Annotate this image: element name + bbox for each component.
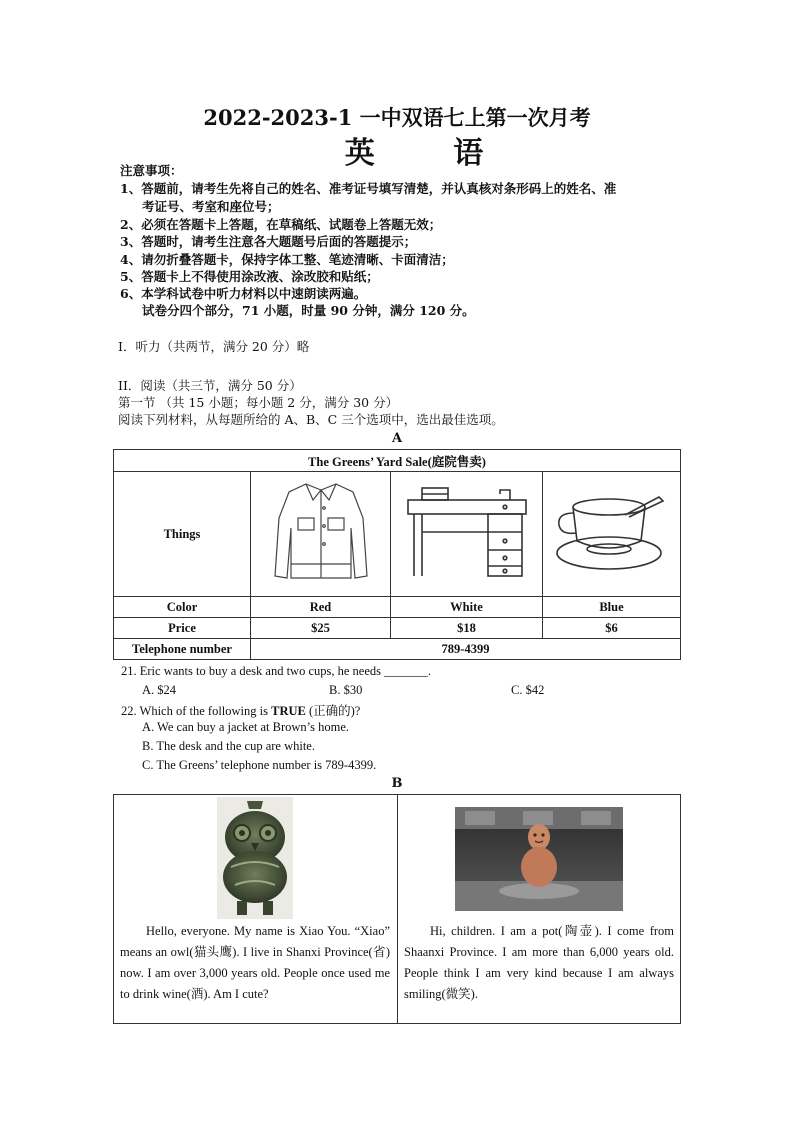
question-21-option-c: C. $42 bbox=[511, 683, 545, 697]
color-cell: Blue bbox=[543, 597, 681, 618]
question-22-stem bbox=[121, 701, 360, 719]
phone-cell: 789-4399 bbox=[251, 639, 681, 660]
row-label-price: Price bbox=[114, 618, 251, 639]
color-cell: White bbox=[391, 597, 543, 618]
notice-item: 4、请勿折叠答题卡，保持字体工整、笔迹清晰、卡面清洁； bbox=[120, 252, 454, 267]
row-label-phone: Telephone number bbox=[114, 639, 251, 660]
owl-vessel-photo bbox=[217, 797, 293, 919]
question-22-option-c: C. The Greens’ telephone number is 789-4399. bbox=[142, 758, 377, 772]
notice-item: 考证号、考室和座位号； bbox=[142, 199, 280, 214]
question-21-option-b: B. $30 bbox=[329, 683, 363, 697]
jacket-icon bbox=[251, 472, 391, 597]
owl-paragraph: Hello, everyone. My name is Xiao You. “Xiao” means an owl(猫头鹰). I live in Shanxi Province(省) now. I am over 3,000 years old. People once used me to drink wine(酒). Am I cute? bbox=[120, 924, 390, 1001]
question-22-stem-post: (正确的)? bbox=[305, 704, 361, 718]
pot-paragraph: Hi, children. I am a pot(陶壶). I come from Shaanxi Province. I am more than 6,000 years old. People think I am very kind because I am always smiling(微笑). bbox=[404, 924, 674, 1001]
table-title: The Greens’ Yard Sale(庭院售卖) bbox=[114, 450, 681, 472]
notice-item: 5、答题卡上不得使用涂改液、涂改胶和贴纸； bbox=[120, 269, 379, 284]
passage-b-label: B bbox=[391, 776, 403, 791]
section-reading-instruction: 阅读下列材料，从每题所给的 A、B、C 三个选项中，选出最佳选项。 bbox=[118, 412, 504, 427]
question-21-stem: 21. Eric wants to buy a desk and two cups, he needs _______. bbox=[121, 664, 432, 678]
price-cell: $18 bbox=[391, 618, 543, 639]
row-label-things: Things bbox=[114, 472, 251, 597]
question-22-option-b: B. The desk and the cup are white. bbox=[142, 739, 315, 753]
question-22-stem-pre: 22. Which of the following is bbox=[121, 704, 272, 718]
notice-item: 3、答题时，请考生注意各大题题号后面的答题提示； bbox=[120, 234, 417, 249]
question-21-option-a: A. $24 bbox=[142, 683, 177, 697]
subject-title: 英 语 bbox=[344, 136, 518, 171]
notice-item: 1、答题前，请考生先将自己的姓名、准考证号填写清楚，并认真核对条形码上的姓名、准 bbox=[120, 181, 617, 196]
exam-title: 2022-2023-1 一中双语七上第一次月考 bbox=[203, 105, 591, 130]
passage-b-box bbox=[113, 794, 681, 1024]
smiling-pot-photo bbox=[455, 807, 623, 911]
cup-icon bbox=[543, 472, 681, 597]
section-reading-title: II．阅读（共三节，满分 50 分） bbox=[118, 378, 302, 393]
section-reading-part1: 第一节 （共 15 小题；每小题 2 分，满分 30 分） bbox=[118, 395, 399, 410]
column-divider bbox=[397, 795, 398, 1023]
price-cell: $25 bbox=[251, 618, 391, 639]
notice-item: 6、本学科试卷中听力材料以中速朗读两遍。 bbox=[120, 286, 367, 301]
notice-heading: 注意事项： bbox=[120, 163, 183, 178]
notice-item: 2、必须在答题卡上答题，在草稿纸、试题卷上答题无效； bbox=[120, 217, 442, 232]
row-label-color: Color bbox=[114, 597, 251, 618]
section-listening: I．听力（共两节，满分 20 分）略 bbox=[118, 339, 310, 354]
color-cell: Red bbox=[251, 597, 391, 618]
passage-a-label: A bbox=[391, 431, 403, 446]
notice-item: 试卷分四个部分，71 小题，时量 90 分钟，满分 120 分。 bbox=[142, 303, 475, 318]
question-22-option-a: A. We can buy a jacket at Brown’s home. bbox=[142, 720, 350, 734]
price-cell: $6 bbox=[543, 618, 681, 639]
question-22-stem-bold: TRUE bbox=[271, 704, 306, 718]
desk-icon bbox=[391, 472, 543, 597]
yard-sale-table bbox=[113, 449, 681, 660]
